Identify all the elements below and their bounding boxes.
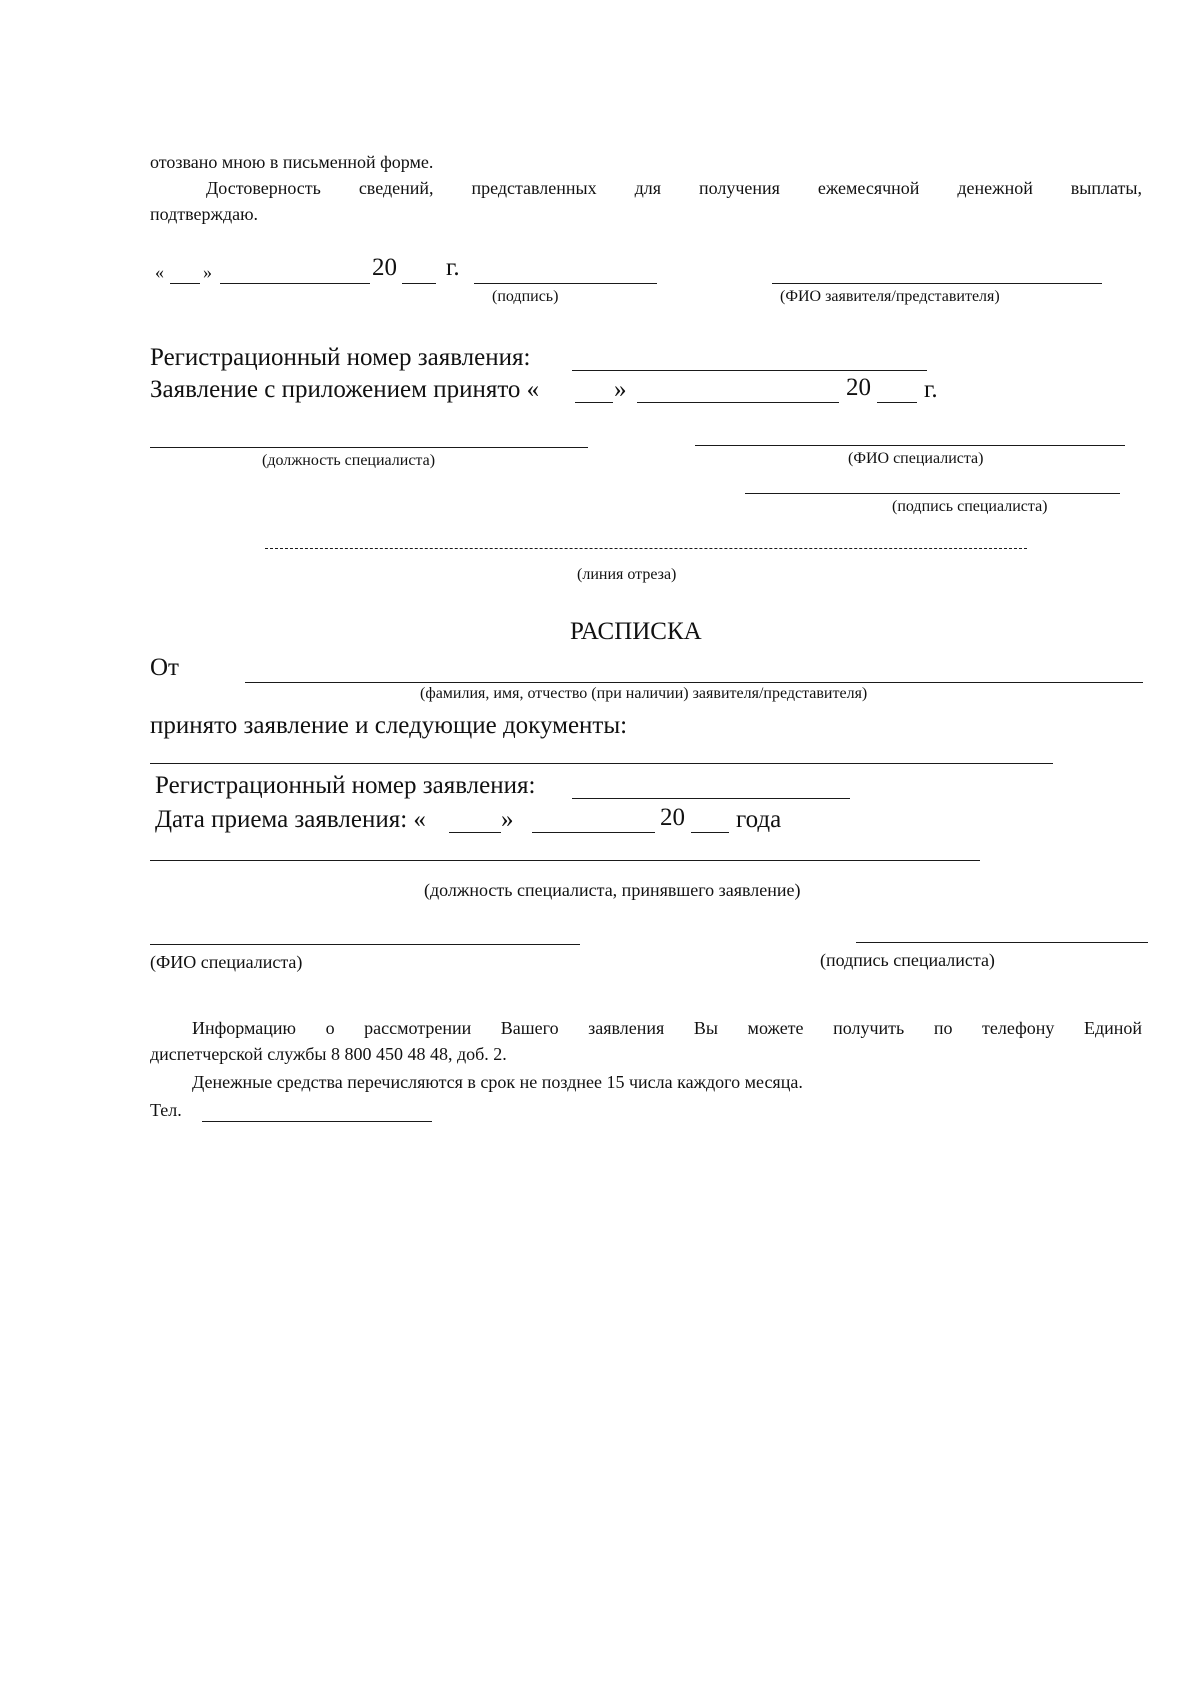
receipt-signature-line[interactable]	[856, 942, 1148, 943]
accepted-label: Заявление с приложением принято «	[150, 376, 540, 403]
receipt-year-line[interactable]	[691, 832, 729, 833]
receipt-from-line[interactable]	[245, 682, 1143, 683]
accepted-year-line[interactable]	[877, 402, 917, 403]
receipt-from-caption: (фамилия, имя, отчество (при наличии) заявителя/представителя)	[420, 685, 868, 702]
text-revoked: отозвано мною в письменной форме.	[150, 152, 434, 172]
receipt-date-month-line[interactable]	[532, 832, 655, 833]
cut-line-caption: (линия отреза)	[577, 566, 677, 583]
receipt-year-prefix: 20	[660, 804, 685, 831]
receipt-documents-line[interactable]	[150, 763, 1053, 764]
signature-caption: (подпись)	[492, 288, 559, 305]
receipt-title: РАСПИСКА	[570, 618, 702, 645]
receipt-position-caption: (должность специалиста, принявшего заявление)	[424, 880, 801, 900]
specialist-fio-caption: (ФИО специалиста)	[848, 450, 984, 467]
cut-line	[265, 548, 1027, 549]
reg-number-line[interactable]	[572, 370, 927, 371]
footer-phone-label: Тел.	[150, 1100, 182, 1120]
date-year-suffix: г.	[446, 254, 460, 281]
date-quote-open: «	[155, 262, 164, 282]
specialist-position-line[interactable]	[150, 447, 588, 448]
date-quote-close: »	[203, 262, 212, 282]
date-day-line[interactable]	[170, 283, 200, 284]
accepted-quote-close: »	[614, 376, 627, 403]
applicant-signature-line[interactable]	[474, 283, 657, 284]
accepted-day-line[interactable]	[575, 402, 613, 403]
specialist-signature-line[interactable]	[745, 493, 1120, 494]
accepted-year-prefix: 20	[846, 374, 871, 401]
specialist-fio-line[interactable]	[695, 445, 1125, 446]
specialist-position-caption: (должность специалиста)	[262, 452, 436, 469]
footer-info-line-2: диспетчерской службы 8 800 450 48 48, доб. 2.	[150, 1044, 507, 1064]
applicant-fio-line[interactable]	[772, 283, 1102, 284]
receipt-fio-caption: (ФИО специалиста)	[150, 952, 303, 972]
accepted-year-suffix: г.	[924, 376, 938, 403]
accepted-month-line[interactable]	[637, 402, 839, 403]
footer-phone-line[interactable]	[202, 1121, 432, 1122]
date-month-line[interactable]	[220, 283, 370, 284]
date-year-prefix: 20	[372, 254, 397, 281]
receipt-signature-caption: (подпись специалиста)	[820, 950, 995, 970]
receipt-date-quote-close: »	[501, 806, 514, 833]
text-confirm-line-1: Достоверность сведений, представленных для получения ежемесячной денежной выплаты,	[206, 178, 1142, 198]
receipt-from-label: От	[150, 654, 179, 681]
date-year-line[interactable]	[402, 283, 436, 284]
footer-transfer-text: Денежные средства перечисляются в срок не позднее 15 числа каждого месяца.	[192, 1072, 803, 1092]
receipt-reg-number-label: Регистрационный номер заявления:	[155, 772, 536, 799]
receipt-date-label: Дата приема заявления: «	[155, 806, 426, 833]
specialist-signature-caption: (подпись специалиста)	[892, 498, 1048, 515]
receipt-reg-number-line[interactable]	[572, 798, 850, 799]
footer-info-line-1: Информацию о рассмотрении Вашего заявления Вы можете получить по телефону Единой	[192, 1018, 1142, 1038]
applicant-fio-caption: (ФИО заявителя/представителя)	[780, 288, 1000, 305]
receipt-accepted-docs: принято заявление и следующие документы:	[150, 712, 628, 739]
text-confirm-line-2: подтверждаю.	[150, 204, 259, 224]
reg-number-label: Регистрационный номер заявления:	[150, 344, 531, 371]
receipt-date-day-line[interactable]	[449, 832, 501, 833]
receipt-fio-line[interactable]	[150, 944, 580, 945]
receipt-position-line[interactable]	[150, 860, 980, 861]
receipt-year-suffix: года	[736, 806, 782, 833]
